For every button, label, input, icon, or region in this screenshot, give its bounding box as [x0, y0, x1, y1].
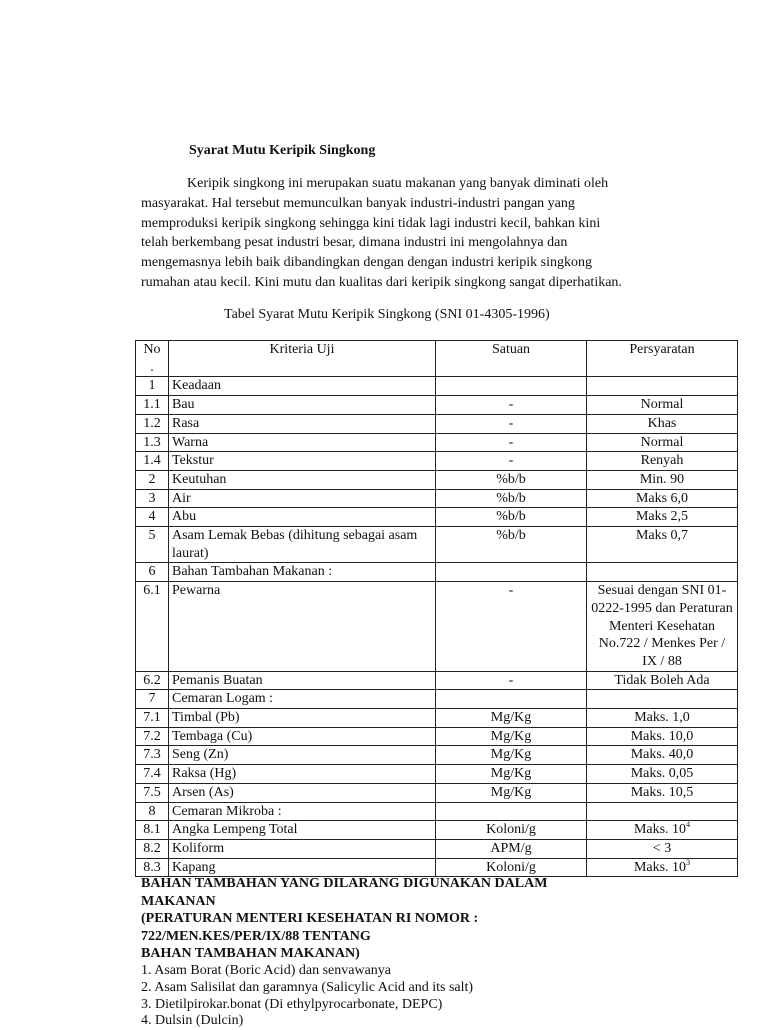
- prohibited-additives-section: [141, 875, 701, 1030]
- row-no: 7.2: [136, 727, 169, 746]
- row-satuan: APM/g: [436, 839, 587, 858]
- paragraph-line: rumahan atau kecil. Kini mutu dan kualitas dari keripik singkong sangat diperhatikan.: [141, 274, 622, 290]
- table-row: [136, 563, 738, 582]
- table-row: [136, 470, 738, 489]
- paragraph-line: mengemasnya lebih baik dibandingkan dengan dengan industri keripik singkong: [141, 255, 593, 271]
- table-row: [136, 727, 738, 746]
- requirement-value: Maks. 10: [633, 822, 687, 838]
- header-kriteria: Kriteria Uji: [169, 341, 436, 377]
- row-kriteria: Tekstur: [169, 452, 436, 471]
- table-row: [136, 489, 738, 508]
- row-satuan: %b/b: [436, 508, 587, 527]
- row-kriteria: Rasa: [169, 414, 436, 433]
- row-no: 2: [136, 470, 169, 489]
- row-kriteria: Cemaran Mikroba :: [169, 802, 436, 821]
- row-kriteria: Timbal (Pb): [169, 709, 436, 728]
- row-persyaratan: Maks 2,5: [587, 508, 738, 527]
- row-no: 8.2: [136, 839, 169, 858]
- table-row: [136, 802, 738, 821]
- table-row: [136, 765, 738, 784]
- table-row: [136, 690, 738, 709]
- row-kriteria: Angka Lempeng Total: [169, 821, 436, 840]
- table-row: [136, 452, 738, 471]
- section-heading-line: BAHAN TAMBAHAN MAKANAN): [141, 946, 360, 962]
- row-satuan: Koloni/g: [436, 821, 587, 840]
- row-kriteria: Arsen (As): [169, 783, 436, 802]
- row-persyaratan: Renyah: [587, 452, 738, 471]
- row-persyaratan: Maks. 1,0: [587, 709, 738, 728]
- row-satuan: %b/b: [436, 527, 587, 563]
- table-row: [136, 709, 738, 728]
- row-persyaratan: Khas: [587, 414, 738, 433]
- row-no: 1.3: [136, 433, 169, 452]
- table-row: [136, 433, 738, 452]
- row-kriteria: Pemanis Buatan: [169, 671, 436, 690]
- row-kriteria: Kapang: [169, 858, 436, 877]
- row-satuan: -: [436, 414, 587, 433]
- row-persyaratan: Min. 90: [587, 470, 738, 489]
- row-no: 1: [136, 377, 169, 396]
- row-no: 1.1: [136, 396, 169, 415]
- quality-requirements-table: [135, 340, 738, 877]
- table-caption: Tabel Syarat Mutu Keripik Singkong (SNI 01-4305-1996): [224, 307, 550, 322]
- header-no: No .: [136, 341, 169, 377]
- row-kriteria: Warna: [169, 433, 436, 452]
- table-row: [136, 396, 738, 415]
- table-row: [136, 582, 738, 672]
- row-persyaratan: Maks. 0,05: [587, 765, 738, 784]
- page-heading: Syarat Mutu Keripik Singkong: [189, 143, 376, 158]
- row-no: 7.5: [136, 783, 169, 802]
- row-satuan: Mg/Kg: [436, 727, 587, 746]
- row-persyaratan: Maks. 40,0: [587, 746, 738, 765]
- section-heading-line: (PERATURAN MENTERI KESEHATAN RI NOMOR :: [141, 911, 479, 927]
- row-persyaratan: [587, 377, 738, 396]
- row-no: 8.1: [136, 821, 169, 840]
- row-satuan: -: [436, 582, 587, 672]
- table-row: [136, 414, 738, 433]
- table-row: [136, 783, 738, 802]
- list-item: 3. Dietilpirokar.bonat (Di ethylpyrocarbonate, DEPC): [141, 996, 443, 1012]
- row-no: 4: [136, 508, 169, 527]
- row-satuan: [436, 377, 587, 396]
- table-row: [136, 746, 738, 765]
- row-no: 7: [136, 690, 169, 709]
- row-persyaratan: [587, 563, 738, 582]
- header-persyaratan: Persyaratan: [587, 341, 738, 377]
- row-kriteria: Bau: [169, 396, 436, 415]
- section-heading-line: BAHAN TAMBAHAN YANG DILARANG DIGUNAKAN DALAM: [141, 876, 548, 891]
- row-no: 6.1: [136, 582, 169, 672]
- row-no: 5: [136, 527, 169, 563]
- row-kriteria: Bahan Tambahan Makanan :: [169, 563, 436, 582]
- row-persyaratan: Normal: [587, 433, 738, 452]
- row-persyaratan: [587, 821, 738, 840]
- requirement-exponent: 4: [686, 820, 691, 830]
- table-row: [136, 508, 738, 527]
- row-kriteria: Keadaan: [169, 377, 436, 396]
- row-kriteria: Cemaran Logam :: [169, 690, 436, 709]
- header-satuan: Satuan: [436, 341, 587, 377]
- row-satuan: [436, 690, 587, 709]
- row-satuan: Mg/Kg: [436, 746, 587, 765]
- row-kriteria: Pewarna: [169, 582, 436, 672]
- row-persyaratan: Maks 6,0: [587, 489, 738, 508]
- list-item: 4. Dulsin (Dulcin): [141, 1013, 244, 1029]
- row-no: 8: [136, 802, 169, 821]
- row-no: 8.3: [136, 858, 169, 877]
- row-no: 6.2: [136, 671, 169, 690]
- row-satuan: Mg/Kg: [436, 765, 587, 784]
- section-heading-line: MAKANAN: [141, 893, 216, 909]
- row-no: 3: [136, 489, 169, 508]
- row-persyaratan: Sesuai dengan SNI 01-0222-1995 dan Peraturan Menteri Kesehatan No.722 / Menkes Per / IX / 88: [587, 582, 738, 672]
- row-persyaratan: < 3: [587, 839, 738, 858]
- row-no: 1.2: [136, 414, 169, 433]
- row-persyaratan: Maks. 10,0: [587, 727, 738, 746]
- table-row: [136, 821, 738, 840]
- row-satuan: -: [436, 452, 587, 471]
- row-kriteria: Raksa (Hg): [169, 765, 436, 784]
- paragraph-line: masyarakat. Hal tersebut memunculkan banyak industri-industri pangan yang: [141, 195, 575, 211]
- list-item: 2. Asam Salisilat dan garamnya (Salicylic Acid and its salt): [141, 979, 474, 995]
- row-kriteria: Air: [169, 489, 436, 508]
- row-no: 6: [136, 563, 169, 582]
- row-satuan: -: [436, 396, 587, 415]
- table-row: [136, 377, 738, 396]
- row-satuan: %b/b: [436, 470, 587, 489]
- row-persyaratan: Normal: [587, 396, 738, 415]
- table-row: [136, 839, 738, 858]
- row-persyaratan: [587, 690, 738, 709]
- paragraph-line: memproduksi keripik singkong sehingga kini tidak lagi industri kecil, bahkan kini: [141, 215, 601, 231]
- row-kriteria: Koliform: [169, 839, 436, 858]
- row-persyaratan: Maks 0,7: [587, 527, 738, 563]
- row-satuan: -: [436, 671, 587, 690]
- row-kriteria: Tembaga (Cu): [169, 727, 436, 746]
- row-no: 7.1: [136, 709, 169, 728]
- intro-paragraph: [141, 174, 676, 293]
- paragraph-line: Keripik singkong ini merupakan suatu makanan yang banyak diminati oleh: [187, 176, 609, 191]
- row-no: 7.4: [136, 765, 169, 784]
- row-satuan: -: [436, 433, 587, 452]
- row-satuan: Mg/Kg: [436, 709, 587, 728]
- row-kriteria: Keutuhan: [169, 470, 436, 489]
- row-kriteria: Abu: [169, 508, 436, 527]
- row-satuan: Mg/Kg: [436, 783, 587, 802]
- row-persyaratan: Tidak Boleh Ada: [587, 671, 738, 690]
- paragraph-line: telah berkembang pesat industri besar, dimana industri ini mengolahnya dan: [141, 235, 568, 251]
- list-item: 1. Asam Borat (Boric Acid) dan senvawanya: [141, 962, 391, 978]
- requirement-exponent: 3: [686, 858, 691, 867]
- table-header-row: [136, 341, 738, 377]
- requirement-value: Maks. 10: [633, 859, 687, 875]
- row-satuan: Koloni/g: [436, 858, 587, 877]
- section-heading-line: 722/MEN.KES/PER/IX/88 TENTANG: [141, 928, 371, 944]
- row-satuan: [436, 563, 587, 582]
- table-row: [136, 527, 738, 563]
- row-kriteria: Asam Lemak Bebas (dihitung sebagai asam laurat): [169, 527, 436, 563]
- row-no: 1.4: [136, 452, 169, 471]
- row-satuan: [436, 802, 587, 821]
- row-kriteria: Seng (Zn): [169, 746, 436, 765]
- row-persyaratan: Maks. 10,5: [587, 783, 738, 802]
- row-no: 7.3: [136, 746, 169, 765]
- row-satuan: %b/b: [436, 489, 587, 508]
- table-row: [136, 671, 738, 690]
- row-persyaratan: [587, 802, 738, 821]
